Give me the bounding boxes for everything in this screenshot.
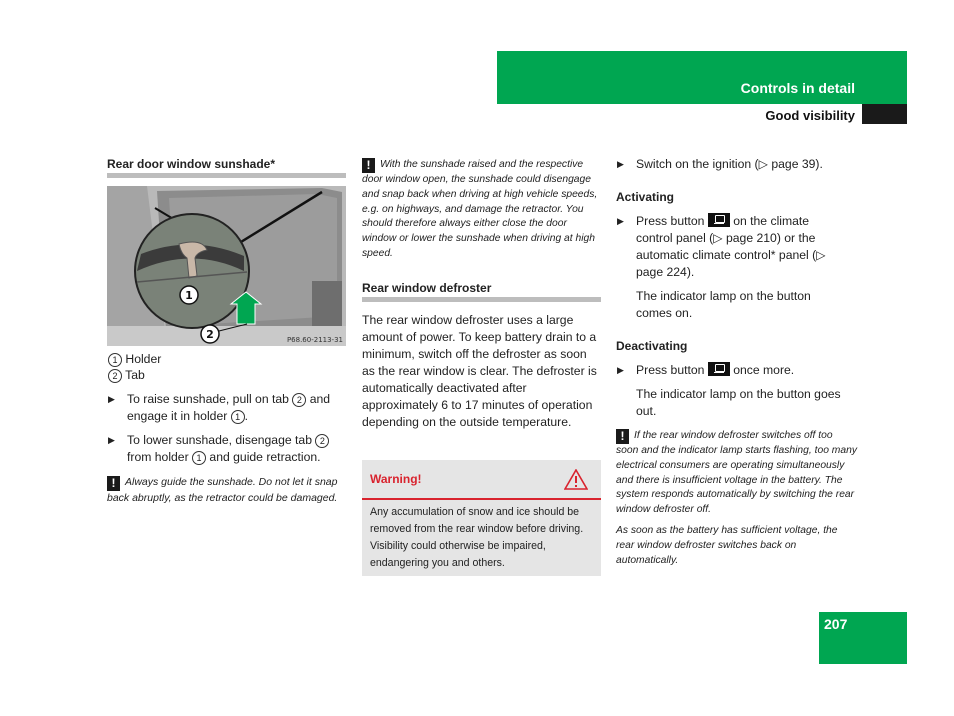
exclamation-icon: ! [107, 476, 120, 491]
section-title: Controls in detail [740, 80, 855, 96]
bullet-triangle-icon: ▶ [108, 435, 115, 445]
sunshade-driving-note: ! With the sunshade raised and the respective door window open, the sunshade could disengage and snap back when driving at high vehicle speeds, e.g. on highways, and damage the retractor. You should therefore always either close the door window or lower the sunshade when driving at high speed. [362, 158, 598, 259]
header-tab-marker [862, 104, 907, 124]
legend-label: Holder [125, 352, 162, 366]
legend-num: 2 [108, 369, 122, 383]
defroster-battery-note: ! If the rear window defroster switches off too soon and the indicator lamp starts flashing, too many electrical consumers are operating simultaneously and there is insufficient voltage in the battery. The system responds automatically by switching the rear window defroster off. [616, 429, 857, 516]
bullet-triangle-icon: ▶ [617, 365, 624, 375]
exclamation-icon: ! [362, 158, 375, 173]
bullet-triangle-icon: ▶ [617, 159, 624, 169]
exclamation-icon: ! [616, 429, 629, 444]
lower-instruction: ▶ To lower sunshade, disengage tab 2 from holder 1 and guide retraction. [108, 432, 346, 466]
header-band [497, 51, 907, 104]
legend-label: Tab [125, 368, 145, 382]
rear-defroster-button-icon [708, 362, 730, 376]
activating-heading: Activating [616, 190, 675, 204]
activating-instruction: ▶ Press button on the climate control panel (▷ page 210) or the automatic climate control* panel (▷ page 224). [617, 214, 826, 279]
sunshade-illustration [107, 186, 346, 346]
defroster-body: The rear window defroster uses a large amount of power. To keep battery drain to a minimum, switch off the defroster as soon as the rear window is clear. The defroster is automatically deactivated after approximately 6 to 17 minutes of operation depending on the outside temperature. [362, 313, 597, 429]
warning-box [362, 460, 601, 576]
callout-1: 1 [185, 289, 193, 302]
rear-defroster-button-icon [708, 213, 730, 227]
section-subtitle: Good visibility [765, 108, 855, 123]
warning-triangle-icon [564, 469, 588, 490]
defroster-reactivation-note: As soon as the battery has sufficient voltage, the rear window defroster switches back on automatically. [616, 525, 838, 566]
ignition-instruction: ▶ Switch on the ignition (▷ page 39). [617, 157, 823, 171]
legend-num: 1 [108, 353, 122, 367]
bullet-triangle-icon: ▶ [108, 394, 115, 404]
legend-item [108, 367, 145, 384]
bullet-triangle-icon: ▶ [617, 216, 624, 226]
image-code: P68.60-2113-31 [286, 336, 343, 344]
defroster-heading: Rear window defroster [362, 281, 492, 295]
raise-instruction: ▶ To raise sunshade, pull on tab 2 and engage it in holder 1 . [108, 392, 331, 423]
heading-rule [107, 173, 346, 178]
deactivating-instruction: ▶ Press button once more. [617, 363, 795, 377]
deactivating-result: The indicator lamp on the button goes out. [636, 387, 841, 418]
legend-item [108, 351, 161, 368]
warning-body: Any accumulation of snow and ice should be removed from the rear window before driving. Visibility could otherwise be impaired, endangering you and others. [370, 506, 584, 569]
heading-rule [362, 297, 601, 302]
callout-2: 2 [206, 328, 214, 341]
activating-result: The indicator lamp on the button comes on. [636, 289, 811, 320]
warning-title: Warning! [370, 472, 422, 486]
sunshade-note: ! Always guide the sunshade. Do not let it snap back abruptly, as the retractor could be damaged. [107, 476, 338, 504]
page-number: 207 [824, 616, 848, 632]
sunshade-heading: Rear door window sunshade* [107, 157, 276, 171]
deactivating-heading: Deactivating [616, 339, 688, 353]
